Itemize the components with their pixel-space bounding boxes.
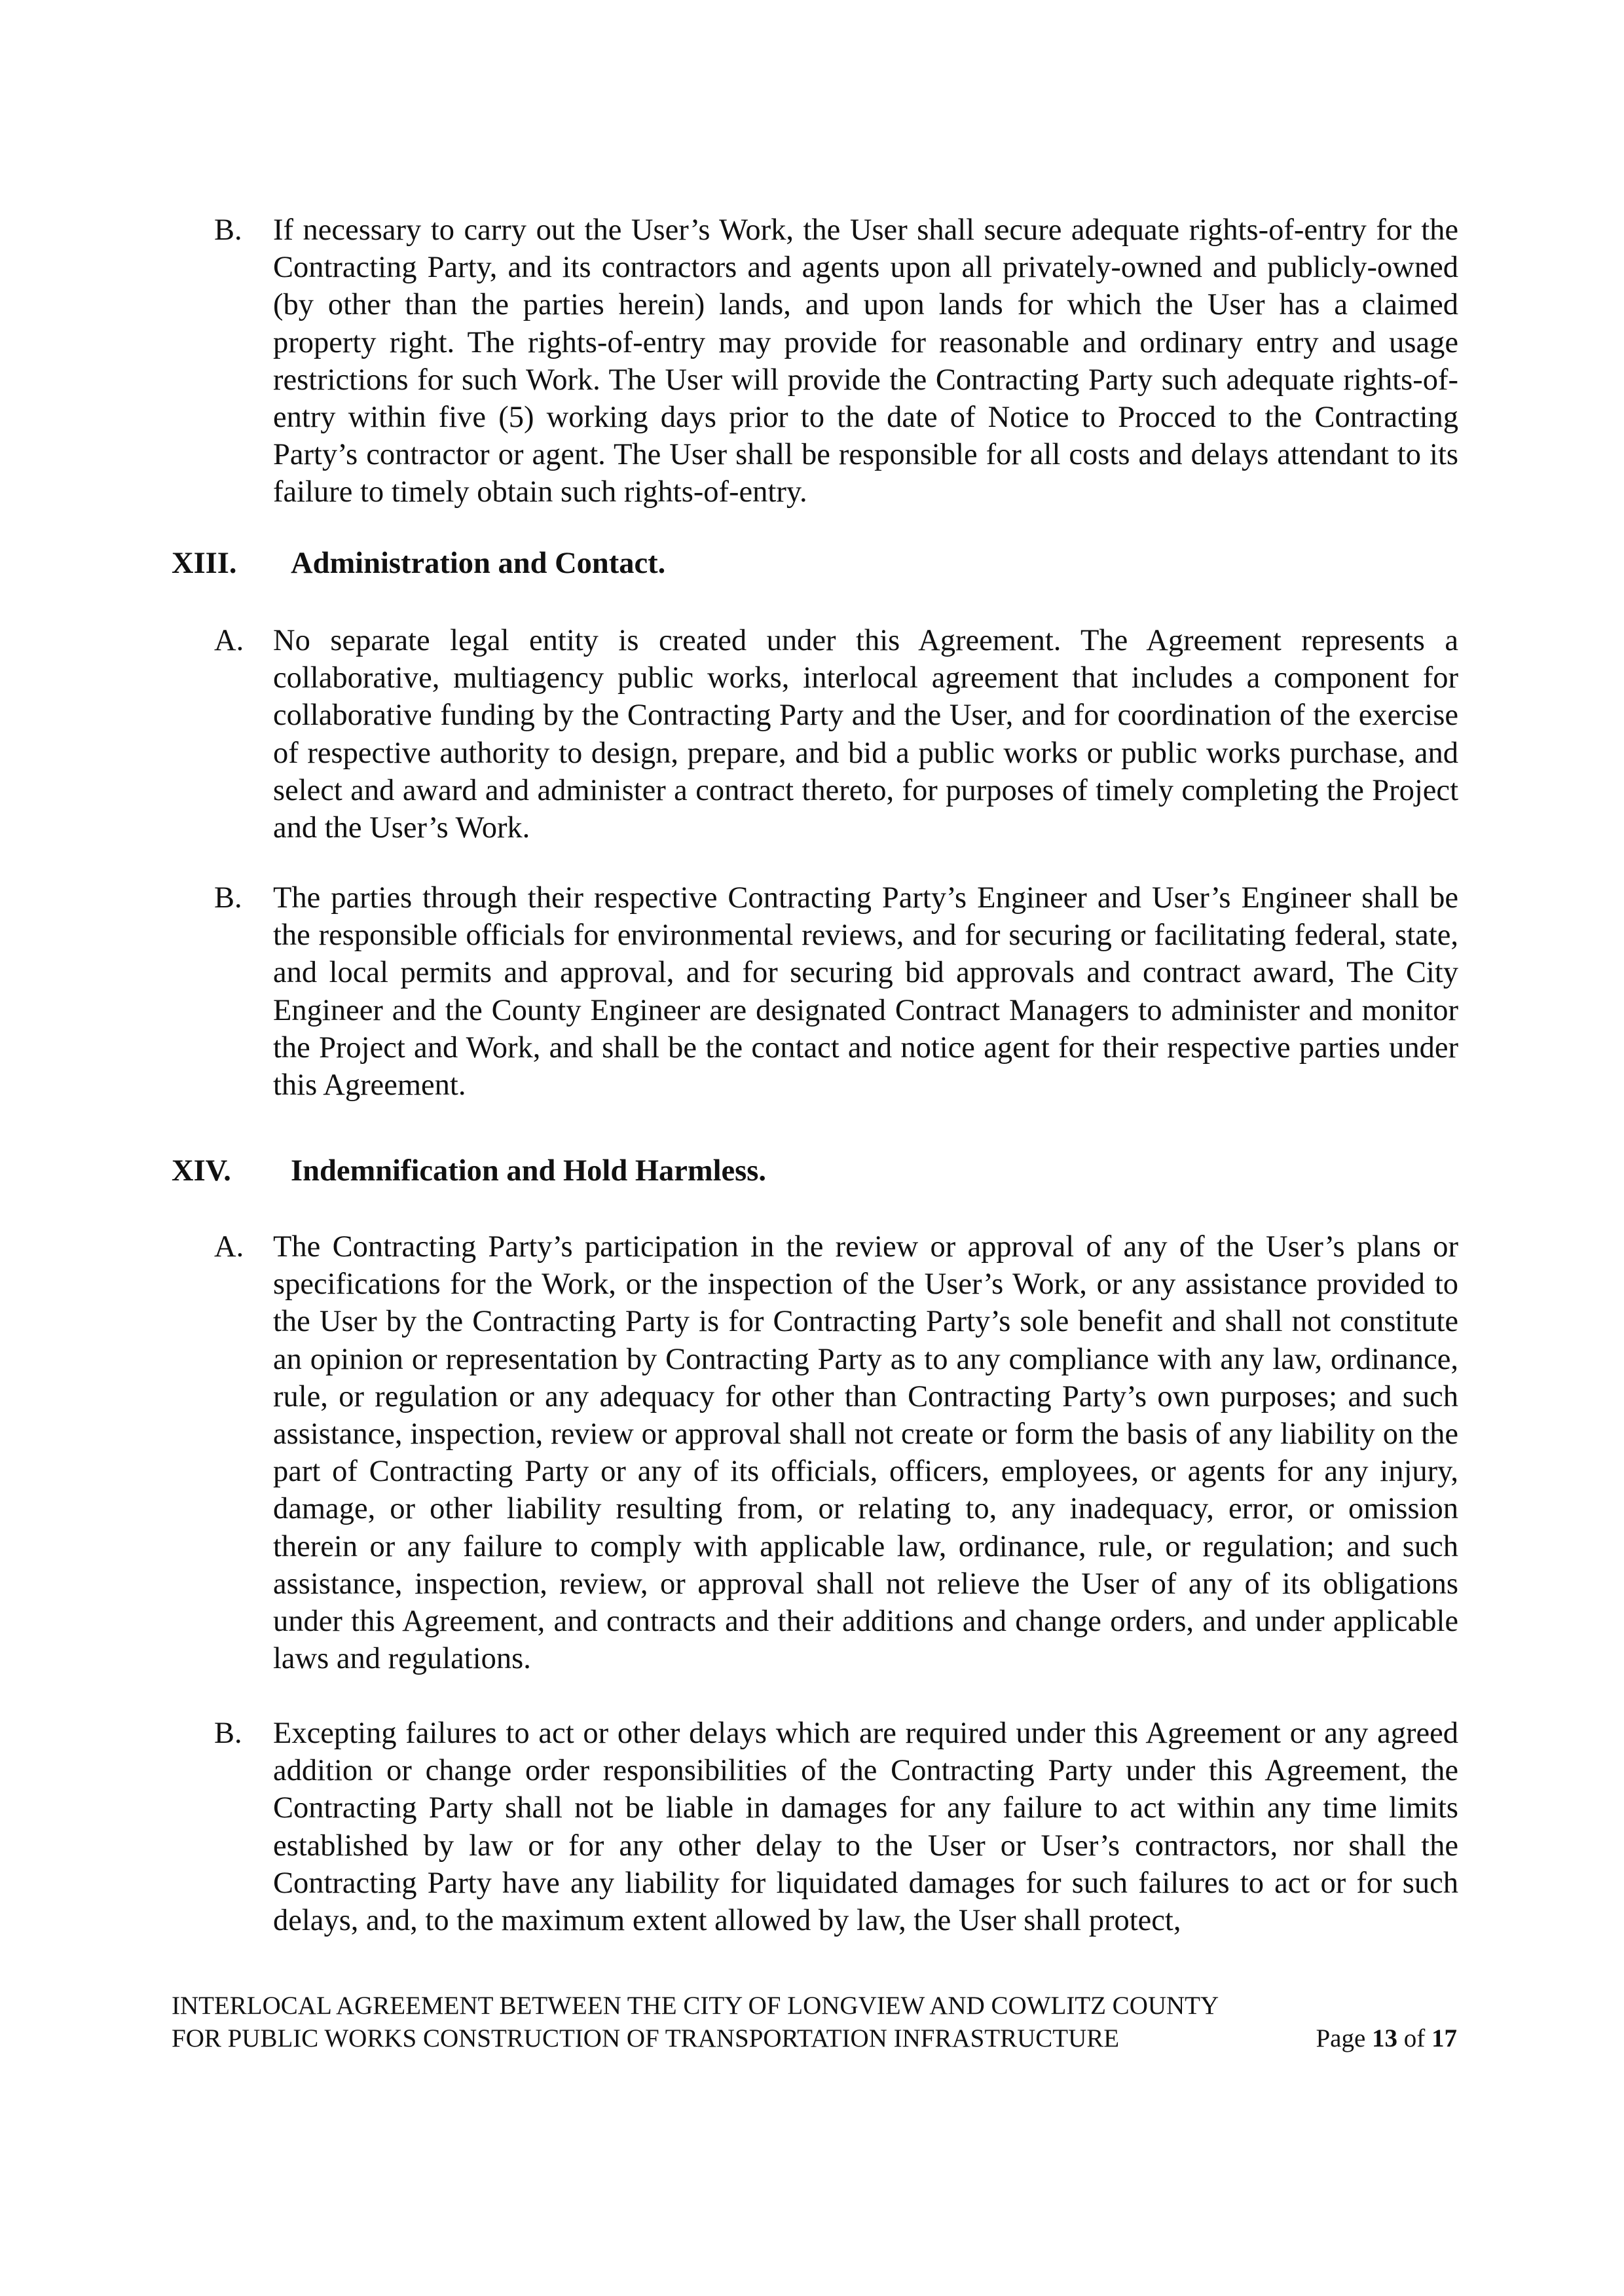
paragraph-letter: B. [214, 881, 242, 915]
paragraph-text: The parties through their respective Contracting Party’s Engineer and User’s Engineer shall be the responsible officials for environmental reviews, and for securing or facilitating federal, state, and local permits and approval, and for securing bid approvals and contract award, The City Engineer and the County Engineer are designated Contract Managers to administer and monitor the Project and Work, and shall be the contact and notice agent for their respective parties under this Agreement. [273, 881, 1458, 1102]
section-heading-xiii [172, 545, 665, 582]
paragraph-letter: A. [214, 1230, 244, 1264]
page-current: 13 [1372, 2024, 1397, 2052]
page-footer [172, 1990, 1458, 2055]
page-of: of [1403, 2024, 1426, 2052]
section-xiv-paragraph-b [214, 1715, 1458, 1939]
section-xiii-paragraph-a [214, 622, 1458, 847]
paragraph-text: Excepting failures to act or other delays which are required under this Agreement or any agreed addition or change order responsibilities of the Contracting Party under this Agreement, the Contracting Party shall not be liable in damages for any failure to act within any time limits established by law or for any other delay to the User or User’s contractors, nor shall the Contracting Party have any liability for liquidated damages for such failures to act or for such delays, and, to the maximum extent allowed by law, the User shall protect, [273, 1717, 1458, 1938]
page-label: Page [1316, 2024, 1366, 2052]
paragraph-text: The Contracting Party’s participation in the review or approval of any of the User’s plans or specifications for the Work, or the inspection of the User’s Work, or any assistance provided to the User by the Contracting Party is for Contracting Party’s sole benefit and shall not constitute an opinion or representation by Contracting Party as to any compliance with any law, ordinance, rule, or regulation or any adequacy for other than Contracting Party’s own purposes; and such assistance, inspection, review or approval shall not create or form the basis of any liability on the part of Contracting Party or any of its officials, officers, employees, or agents for any injury, damage, or other liability resulting from, or relating to, any inadequacy, error, or omission therein or any failure to comply with applicable law, ordinance, rule, or regulation; and such assistance, inspection, review, or approval shall not relieve the User of any of its obligations under this Agreement, and contracts and their additions and change orders, and under applicable laws and regulations. [273, 1230, 1458, 1676]
section-title: Administration and Contact. [291, 547, 666, 580]
paragraph-letter: A. [214, 624, 244, 657]
section-heading-xiv [172, 1152, 766, 1190]
section-xiv-paragraph-a [214, 1228, 1458, 1677]
section-number: XIV. [172, 1154, 231, 1188]
section-xiii-paragraph-b [214, 879, 1458, 1104]
footer-title-line-1: INTERLOCAL AGREEMENT BETWEEN THE CITY OF LONGVIEW AND COWLITZ COUNTY [172, 1992, 1219, 2020]
section-number: XIII. [172, 547, 237, 580]
paragraph-letter: B. [214, 1717, 242, 1750]
page-total: 17 [1431, 2024, 1457, 2052]
paragraph-letter: B. [214, 213, 242, 247]
section-title: Indemnification and Hold Harmless. [291, 1154, 766, 1188]
section-xii-paragraph-b [214, 211, 1458, 511]
paragraph-text: No separate legal entity is created under this Agreement. The Agreement represents a collaborative, multiagency public works, interlocal agreement that includes a component for collaborative funding by the Contracting Party and the User, and for coordination of the exercise of respective authority to design, prepare, and bid a public works or public works purchase, and select and award and administer a contract thereto, for purposes of timely completing the Project and the User’s Work. [273, 624, 1458, 845]
footer-title-line-2: FOR PUBLIC WORKS CONSTRUCTION OF TRANSPORTATION INFRASTRUCTURE [172, 2024, 1120, 2052]
page-number [1316, 2022, 1458, 2055]
paragraph-text: If necessary to carry out the User’s Work, the User shall secure adequate rights-of-entry for the Contracting Party, and its contractors and agents upon all privately-owned and publicly-owned (by other than the parties herein) lands, and upon lands for which the User has a claimed property right. The rights-of-entry may provide for reasonable and ordinary entry and usage restrictions for such Work. The User will provide the Contracting Party such adequate rights-of-entry within five (5) working days prior to the date of Notice to Procced to the Contracting Party’s contractor or agent. The User shall be responsible for all costs and delays attendant to its failure to timely obtain such rights-of-entry. [273, 213, 1458, 509]
